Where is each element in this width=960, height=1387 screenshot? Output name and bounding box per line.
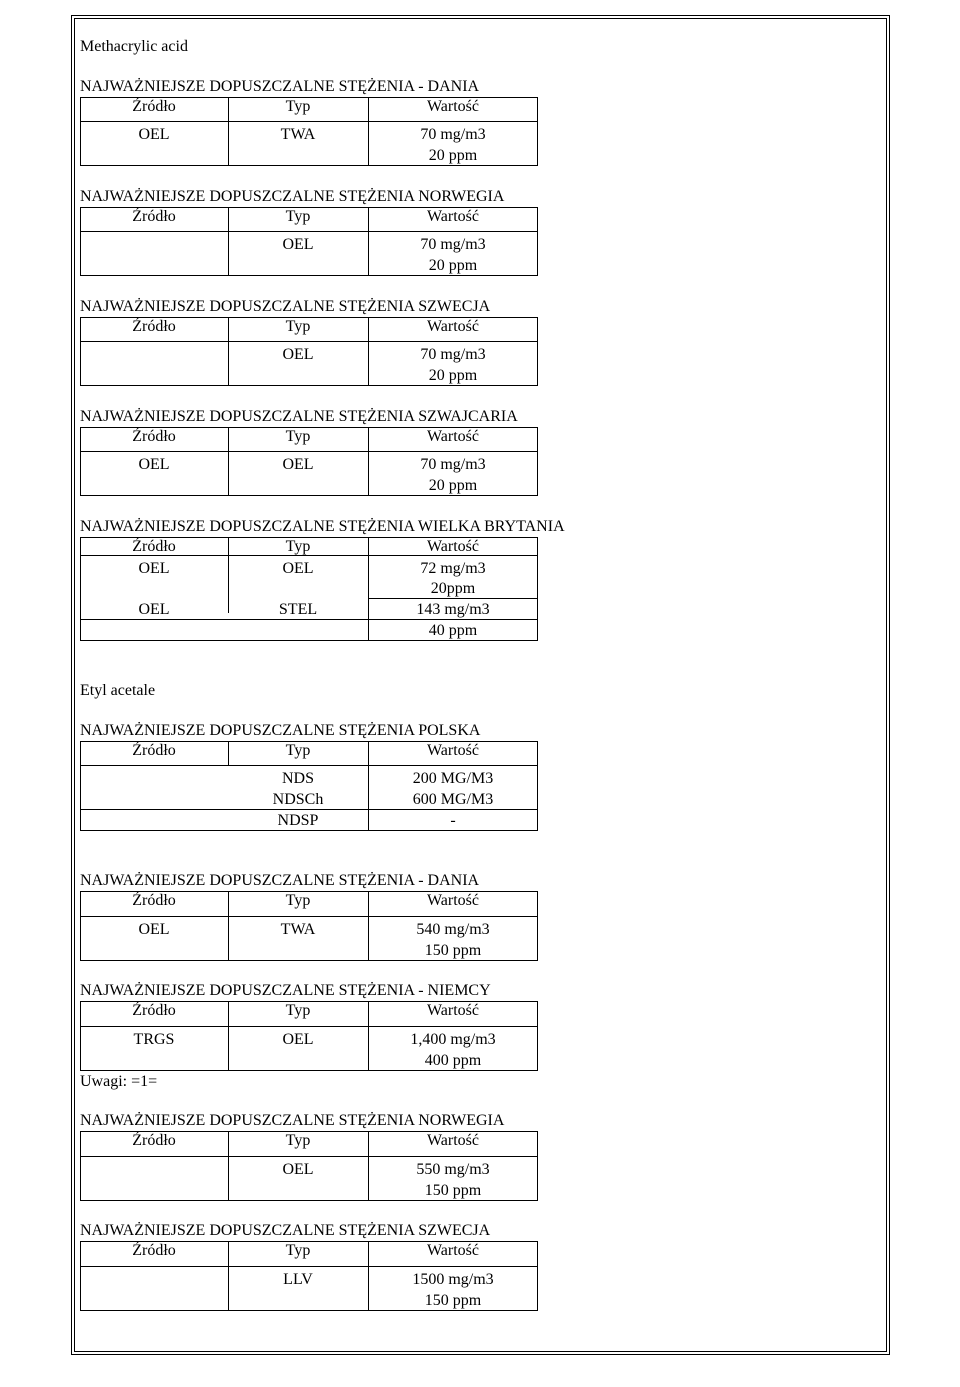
substance-title: Methacrylic acid <box>80 38 188 55</box>
header-value: Wartość <box>426 892 480 909</box>
header-value: Wartość <box>426 318 480 335</box>
cell-value: 72 mg/m3 <box>420 560 486 577</box>
table-rule <box>368 427 369 451</box>
header-source: Źródło <box>132 98 176 115</box>
header-value: Wartość <box>426 1002 480 1019</box>
table-rule <box>228 317 229 341</box>
table-rule <box>368 1131 369 1156</box>
header-source: Źródło <box>132 428 176 445</box>
cell-type: LLV <box>283 1271 313 1288</box>
cell-type: OEL <box>282 1031 314 1048</box>
cell-type: TWA <box>280 126 316 143</box>
cell-value: 20 ppm <box>428 477 478 494</box>
table-rule <box>80 1266 538 1267</box>
table-rule <box>228 1241 229 1266</box>
cell-value: 70 mg/m3 <box>420 456 486 473</box>
cell-value: 200 MG/M3 <box>412 770 494 787</box>
section-title: NAJWAŻNIEJSZE DOPUSZCZALNE STĘŻENIA NORWEGIA <box>80 188 505 205</box>
header-type: Typ <box>285 538 311 555</box>
cell-type: OEL <box>282 560 314 577</box>
cell-value: 150 ppm <box>424 1292 482 1309</box>
table-rule <box>228 207 229 231</box>
table-rule <box>80 1156 538 1157</box>
section-title: NAJWAŻNIEJSZE DOPUSZCZALNE STĘŻENIA - DANIA <box>80 872 480 889</box>
section-title: NAJWAŻNIEJSZE DOPUSZCZALNE STĘŻENIA SZWECJA <box>80 1222 491 1239</box>
cell-value: 1500 mg/m3 <box>412 1271 494 1288</box>
cell-source: OEL <box>138 601 170 618</box>
cell-value: 540 mg/m3 <box>416 921 490 938</box>
cell-value: 150 ppm <box>424 942 482 959</box>
header-source: Źródło <box>132 742 176 759</box>
header-type: Typ <box>285 428 311 445</box>
section-title: NAJWAŻNIEJSZE DOPUSZCZALNE STĘŻENIA NORWEGIA <box>80 1112 505 1129</box>
table-rule <box>80 121 538 122</box>
header-type: Typ <box>285 1242 311 1259</box>
header-value: Wartość <box>426 98 480 115</box>
section-title: NAJWAŻNIEJSZE DOPUSZCZALNE STĘŻENIA - NIEMCY <box>80 982 491 999</box>
cell-source: OEL <box>138 921 170 938</box>
header-type: Typ <box>285 318 311 335</box>
cell-value: 600 MG/M3 <box>412 791 494 808</box>
table-rule <box>228 891 229 916</box>
header-source: Źródło <box>132 1242 176 1259</box>
table-rule <box>368 537 369 555</box>
header-value: Wartość <box>426 208 480 225</box>
header-type: Typ <box>285 742 311 759</box>
cell-source: OEL <box>138 456 170 473</box>
cell-value: 40 ppm <box>428 622 478 639</box>
header-type: Typ <box>285 208 311 225</box>
header-value: Wartość <box>426 428 480 445</box>
header-value: Wartość <box>426 742 480 759</box>
table-rule <box>80 1026 538 1027</box>
header-source: Źródło <box>132 1132 176 1149</box>
cell-value: 20 ppm <box>428 147 478 164</box>
table-rule <box>228 97 229 121</box>
header-value: Wartość <box>426 538 480 555</box>
cell-source: TRGS <box>133 1031 175 1048</box>
table-rule <box>368 317 369 341</box>
table-rule <box>228 427 229 451</box>
section-title: NAJWAŻNIEJSZE DOPUSZCZALNE STĘŻENIA POLSKA <box>80 722 481 739</box>
table-rule <box>368 207 369 231</box>
table-rule <box>368 97 369 121</box>
section-title: NAJWAŻNIEJSZE DOPUSZCZALNE STĘŻENIA SZWAJCARIA <box>80 408 518 425</box>
cell-value: 70 mg/m3 <box>420 346 486 363</box>
table-rule <box>228 741 229 765</box>
section-title: NAJWAŻNIEJSZE DOPUSZCZALNE STĘŻENIA - DANIA <box>80 78 480 95</box>
table-rule <box>80 916 538 917</box>
table-rule <box>368 891 369 916</box>
cell-type: NDSP <box>277 812 319 829</box>
cell-value: 20ppm <box>430 580 476 597</box>
table-rule <box>368 765 369 831</box>
cell-type: OEL <box>282 456 314 473</box>
table-rule <box>80 451 538 452</box>
cell-value: 1,400 mg/m3 <box>410 1031 496 1048</box>
section-title: NAJWAŻNIEJSZE DOPUSZCZALNE STĘŻENIA WIELKA BRYTANIA <box>80 518 565 535</box>
cell-value: 20 ppm <box>428 367 478 384</box>
section-title: NAJWAŻNIEJSZE DOPUSZCZALNE STĘŻENIA SZWECJA <box>80 298 491 315</box>
cell-value: 143 mg/m3 <box>416 601 490 618</box>
header-source: Źródło <box>132 208 176 225</box>
cell-source: OEL <box>138 126 170 143</box>
cell-value: 20 ppm <box>428 257 478 274</box>
cell-value: 70 mg/m3 <box>420 126 486 143</box>
note-text: Uwagi: =1= <box>80 1073 158 1090</box>
cell-value: 400 ppm <box>424 1052 482 1069</box>
cell-value: 150 ppm <box>424 1182 482 1199</box>
header-type: Typ <box>285 1002 311 1019</box>
header-source: Źródło <box>132 892 176 909</box>
table-rule <box>228 537 229 555</box>
substance-title: Etyl acetale <box>80 682 156 699</box>
table-rule <box>368 1241 369 1266</box>
cell-type: STEL <box>278 601 318 618</box>
table-rule <box>368 741 369 765</box>
table-rule <box>80 341 538 342</box>
table-rule <box>80 555 538 556</box>
cell-value: 550 mg/m3 <box>416 1161 490 1178</box>
header-value: Wartość <box>426 1242 480 1259</box>
cell-value: 70 mg/m3 <box>420 236 486 253</box>
header-source: Źródło <box>132 538 176 555</box>
cell-value: - <box>450 812 456 829</box>
header-type: Typ <box>285 98 311 115</box>
cell-type: OEL <box>282 236 314 253</box>
header-type: Typ <box>285 892 311 909</box>
cell-type: OEL <box>282 1161 314 1178</box>
header-source: Źródło <box>132 318 176 335</box>
cell-type: NDS <box>281 770 314 787</box>
header-source: Źródło <box>132 1002 176 1019</box>
cell-source: OEL <box>138 560 170 577</box>
table-rule <box>368 1001 369 1026</box>
header-value: Wartość <box>426 1132 480 1149</box>
table-rule <box>228 1001 229 1026</box>
header-type: Typ <box>285 1132 311 1149</box>
table-rule <box>80 765 538 766</box>
table-rule <box>80 231 538 232</box>
table-rule <box>228 1131 229 1156</box>
cell-type: OEL <box>282 346 314 363</box>
cell-type: TWA <box>280 921 316 938</box>
cell-type: NDSCh <box>272 791 324 808</box>
